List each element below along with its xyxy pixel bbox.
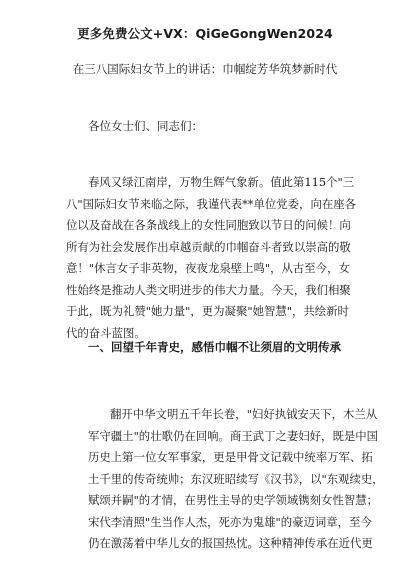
document-title: 在三八国际妇女节上的讲话：巾帼绽芳华筑梦新时代 xyxy=(72,62,338,76)
paragraph-line: 土千里的传奇统帅；东汉班昭续写《汉书》，以"东观续史， xyxy=(88,471,384,486)
paragraph-line: 位以及奋战在各条战线上的女性同胞致以节日的问候！向 xyxy=(66,218,351,232)
paragraph-opening xyxy=(66,172,370,344)
paragraph-line: 意！"休言女子非英物，夜夜龙泉壁上鸣"，从古至今，女 xyxy=(66,261,350,275)
paragraph-line: 春风又绿江南岸，万物生辉气象新。值此第115个"三 xyxy=(88,175,355,189)
paragraph-line: 所有为社会发展作出卓越贡献的巾帼奋斗者致以崇高的敬 xyxy=(66,239,351,254)
section-heading: 一、回望千年青史，感悟巾帼不让须眉的文明传承 xyxy=(88,340,341,354)
paragraph-line: 赋颂并嗣"的才情，在男性主导的史学领域镌刻女性智慧； xyxy=(88,493,379,507)
paragraph-line: 翻开中华文明五千年长卷，"妇好执钺安天下，木兰从 xyxy=(110,407,378,421)
paragraph-line: 宋代李清照"生当作人杰，死亦为鬼雄"的豪迈词章，至今 xyxy=(88,514,372,529)
paragraph-line: 仍在激荡着中华儿女的报国热忱。这种精神传承在近代更 xyxy=(88,536,373,550)
paragraph-line: 性始终是推动人类文明进步的伟大力量。今天，我们相聚 xyxy=(66,282,351,297)
paragraph-line: 代的奋斗蓝图。 xyxy=(66,325,146,340)
paragraph-line: 于此，既为礼赞"她力量"，更为凝聚"她智慧"，共绘新时 xyxy=(66,304,349,318)
watermark-header: 更多免费公文+VX：QiGeGongWen2024 xyxy=(77,26,333,41)
paragraph-history xyxy=(88,404,392,555)
paragraph-line: 历史上第一位女军事家，更是甲骨文记载中统率万军、拓 xyxy=(88,450,373,464)
salutation: 各位女士们、同志们： xyxy=(88,119,203,133)
paragraph-line: 八"国际妇女节来临之际，我谨代表**单位党委，向在座各 xyxy=(66,196,357,211)
paragraph-line: 军守疆土"的壮歌仍在回响。商王武丁之妻妇好，既是中国 xyxy=(88,428,379,443)
